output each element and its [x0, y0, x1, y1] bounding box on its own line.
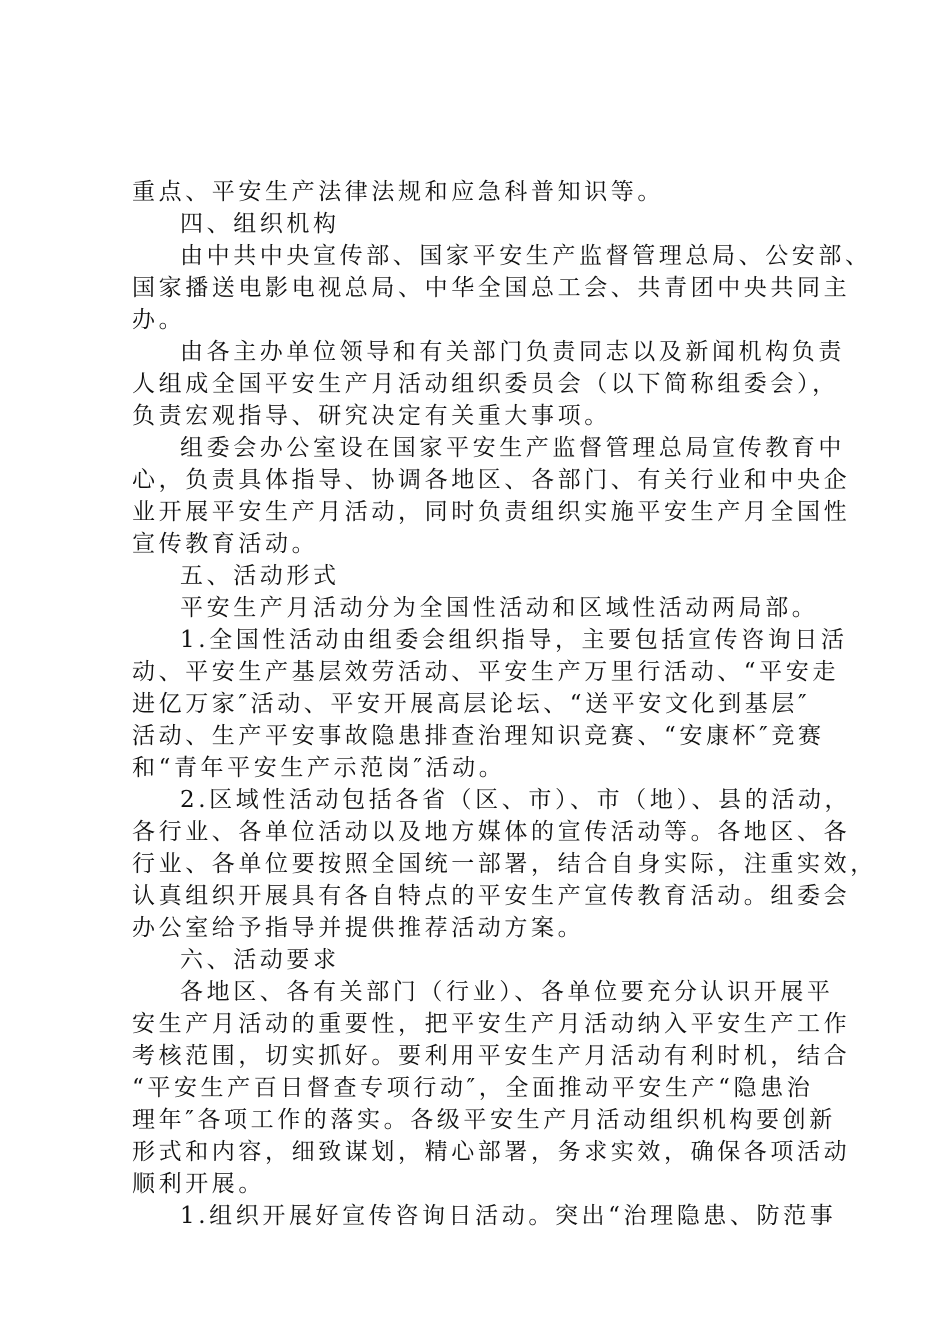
text-line: 认真组织开展具有各自特点的平安生产宣传教育活动。组委会	[132, 883, 851, 909]
text-line: 负责宏观指导、研究决定有关重大事项。	[132, 403, 611, 429]
text-line: 形式和内容，细致谋划，精心部署，务求实效，确保各项活动	[132, 1139, 851, 1165]
paragraph-first-line: 平安生产月活动分为全国性活动和区域性活动两局部。	[180, 595, 819, 621]
paragraph-first-line: 1.全国性活动由组委会组织指导，主要包括宣传咨询日活	[180, 627, 848, 653]
text-line: 各行业、各单位活动以及地方媒体的宣传活动等。各地区、各	[132, 819, 851, 845]
paragraph-first-line: 由各主办单位领导和有关部门负责同志以及新闻机构负责	[180, 339, 845, 365]
section-heading: 四、组织机构	[180, 211, 340, 237]
text-line: 活动、生产平安事故隐患排查治理知识竞赛、“安康杯″竞赛	[132, 723, 825, 749]
text-line: 国家播送电影电视总局、中华全国总工会、共青团中央共同主	[132, 275, 851, 301]
text-line: 安生产月活动的重要性，把平安生产月活动纳入平安生产工作	[132, 1011, 851, 1037]
paragraph-first-line: 组委会办公室设在国家平安生产监督管理总局宣传教育中	[180, 435, 845, 461]
text-line: 重点、平安生产法律法规和应急科普知识等。	[132, 179, 664, 205]
text-line: 进亿万家″活动、平安开展高层论坛、“送平安文化到基层″	[132, 691, 811, 717]
text-line: 考核范围，切实抓好。要利用平安生产月活动有利时机，结合	[132, 1043, 851, 1069]
text-line: 业开展平安生产月活动，同时负责组织实施平安生产月全国性	[132, 499, 851, 525]
text-line: 行业、各单位要按照全国统一部署，结合自身实际，注重实效，	[132, 851, 877, 877]
paragraph-first-line: 2.区域性活动包括各省（区、市）、市（地）、县的活动，	[180, 787, 852, 813]
text-line: 办公室给予指导并提供推荐活动方案。	[132, 915, 585, 941]
text-line: 理年″各项工作的落实。各级平安生产月活动组织机构要创新	[132, 1107, 836, 1133]
text-line: 心，负责具体指导、协调各地区、各部门、有关行业和中央企	[132, 467, 851, 493]
section-heading: 五、活动形式	[180, 563, 340, 589]
text-line: 顺利开展。	[132, 1171, 265, 1197]
text-line: 办。	[132, 307, 186, 333]
section-heading: 六、活动要求	[180, 947, 340, 973]
paragraph-first-line: 1.组织开展好宣传咨询日活动。突出“治理隐患、防范事	[180, 1203, 837, 1229]
text-line: 和“青年平安生产示范岗″活动。	[132, 755, 506, 781]
paragraph-first-line: 由中共中央宣传部、国家平安生产监督管理总局、公安部、	[180, 243, 872, 269]
text-line: 宣传教育活动。	[132, 531, 319, 557]
text-line: “平安生产百日督查专项行动″，全面推动平安生产“隐患治	[132, 1075, 814, 1101]
paragraph-first-line: 各地区、各有关部门（行业）、各单位要充分认识开展平	[180, 979, 834, 1005]
text-line: 人组成全国平安生产月活动组织委员会（以下简称组委会），	[132, 371, 839, 397]
text-line: 动、平安生产基层效劳活动、平安生产万里行活动、“平安走	[132, 659, 839, 685]
